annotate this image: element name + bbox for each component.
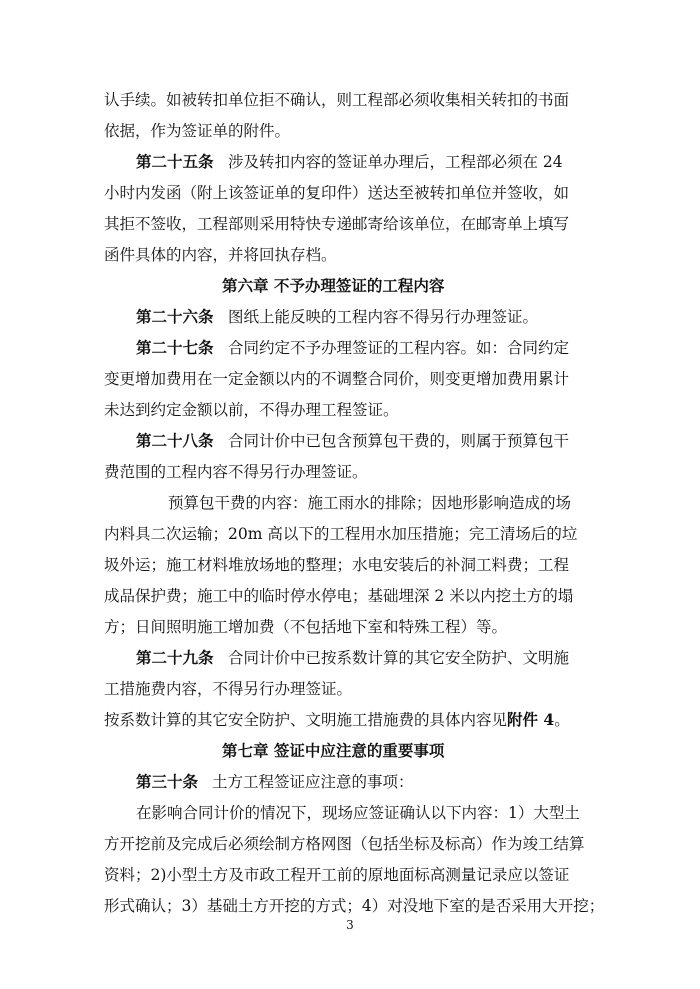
text-line — [0, 425, 700, 457]
text-line — [0, 642, 700, 674]
text-line — [0, 518, 700, 550]
text-line — [0, 456, 700, 488]
paragraph-text: 方开挖前及完成后必须绘制方格网图（包括坐标及标高）作为竣工结算 — [104, 835, 585, 853]
text-line — [0, 239, 700, 271]
paragraph-text: 合同约定不予办理签证的工程内容。如：合同约定 — [228, 339, 570, 357]
article-label: 第二十九条 — [136, 648, 214, 667]
text-line — [0, 332, 700, 364]
text-line — [0, 735, 700, 767]
paragraph-text: 认手续。如被转扣单位拒不确认，则工程部必须收集相关转扣的书面 — [104, 91, 570, 109]
paragraph-text: 变更增加费用在一定金额以内的不调整合同价，则变更增加费用累计 — [104, 370, 570, 388]
text-line — [0, 84, 700, 116]
paragraph-text: 函件具体的内容，并将回执存档。 — [104, 246, 337, 264]
appendix-reference: 附件 4 — [507, 710, 555, 729]
paragraph-text: 小时内发函（附上该签证单的复印件）送达至被转扣单位并签收，如 — [104, 184, 570, 202]
paragraph-text: 涉及转扣内容的签证单办理后，工程部必须在 24 — [228, 153, 563, 171]
text-line — [0, 580, 700, 612]
paragraph-text: 合同计价中已包含预算包干费的，则属于预算包干 — [228, 432, 570, 450]
text-line — [0, 673, 700, 705]
text-line — [0, 208, 700, 240]
text-line — [0, 487, 700, 519]
paragraph-end: 。 — [554, 711, 570, 729]
article-label: 第三十条 — [136, 772, 199, 791]
text-line — [0, 828, 700, 860]
text-line — [0, 611, 700, 643]
paragraph-text: 圾外运；施工材料堆放场地的整理；水电安装后的补洞工料费；工程 — [104, 556, 570, 574]
text-line — [0, 797, 700, 829]
text-line — [0, 363, 700, 395]
text-line — [0, 146, 700, 178]
chapter-heading: 第七章 签证中应注意的重要事项 — [222, 741, 445, 760]
text-line — [0, 394, 700, 426]
paragraph-text: 其拒不签收，工程部则采用特快专递邮寄给该单位，在邮寄单上填写 — [104, 215, 570, 233]
paragraph-text: 形式确认；3）基础土方开挖的方式；4）对没地下室的是否采用大开挖； — [104, 897, 605, 915]
paragraph-text: 方；日间照明施工增加费（不包括地下室和特殊工程）等。 — [104, 618, 508, 636]
article-label: 第二十六条 — [136, 307, 214, 326]
chapter-heading: 第六章 不予办理签证的工程内容 — [222, 276, 445, 295]
paragraph-text: 费范围的工程内容不得另行办理签证。 — [104, 463, 368, 481]
paragraph-text: 成品保护费；施工中的临时停水停电；基础埋深 2 米以内挖土方的塌 — [104, 587, 574, 605]
text-line — [0, 301, 700, 333]
paragraph-text: 工措施费内容，不得另行办理签证。 — [104, 680, 353, 698]
text-line — [0, 859, 700, 891]
paragraph-body: 按系数计算的其它安全防护、文明施工措施费的具体内容见 — [104, 711, 508, 729]
paragraph-text: 内料具二次运输；20m 高以下的工程用水加压措施；完工清场后的垃 — [104, 525, 578, 543]
text-line — [0, 270, 700, 302]
article-label: 第二十七条 — [136, 338, 214, 357]
text-line — [0, 766, 700, 798]
paragraph-text: 资料；2)小型土方及市政工程开工前的原地面标高测量记录应以签证 — [104, 866, 570, 884]
paragraph-text: 图纸上能反映的工程内容不得另行办理签证。 — [228, 308, 539, 326]
paragraph-text: 依据，作为签证单的附件。 — [104, 122, 291, 140]
paragraph-text — [104, 704, 570, 736]
article-label: 第二十五条 — [136, 152, 214, 171]
paragraph-text: 预算包干费的内容：施工雨水的排除；因地形影响造成的场 — [168, 494, 572, 512]
article-label: 第二十八条 — [136, 431, 214, 450]
text-line — [0, 177, 700, 209]
text-line — [0, 549, 700, 581]
paragraph-text: 未达到约定金额以前，不得办理工程签证。 — [104, 401, 399, 419]
paragraph-text: 合同计价中已按系数计算的其它安全防护、文明施 — [228, 649, 570, 667]
text-line — [0, 115, 700, 147]
text-line — [0, 704, 700, 736]
paragraph-text: 土方工程签证应注意的事项： — [212, 773, 414, 791]
paragraph-text: 在影响合同计价的情况下，现场应签证确认以下内容：1）大型土 — [136, 804, 580, 822]
page-number: 3 — [346, 918, 354, 932]
